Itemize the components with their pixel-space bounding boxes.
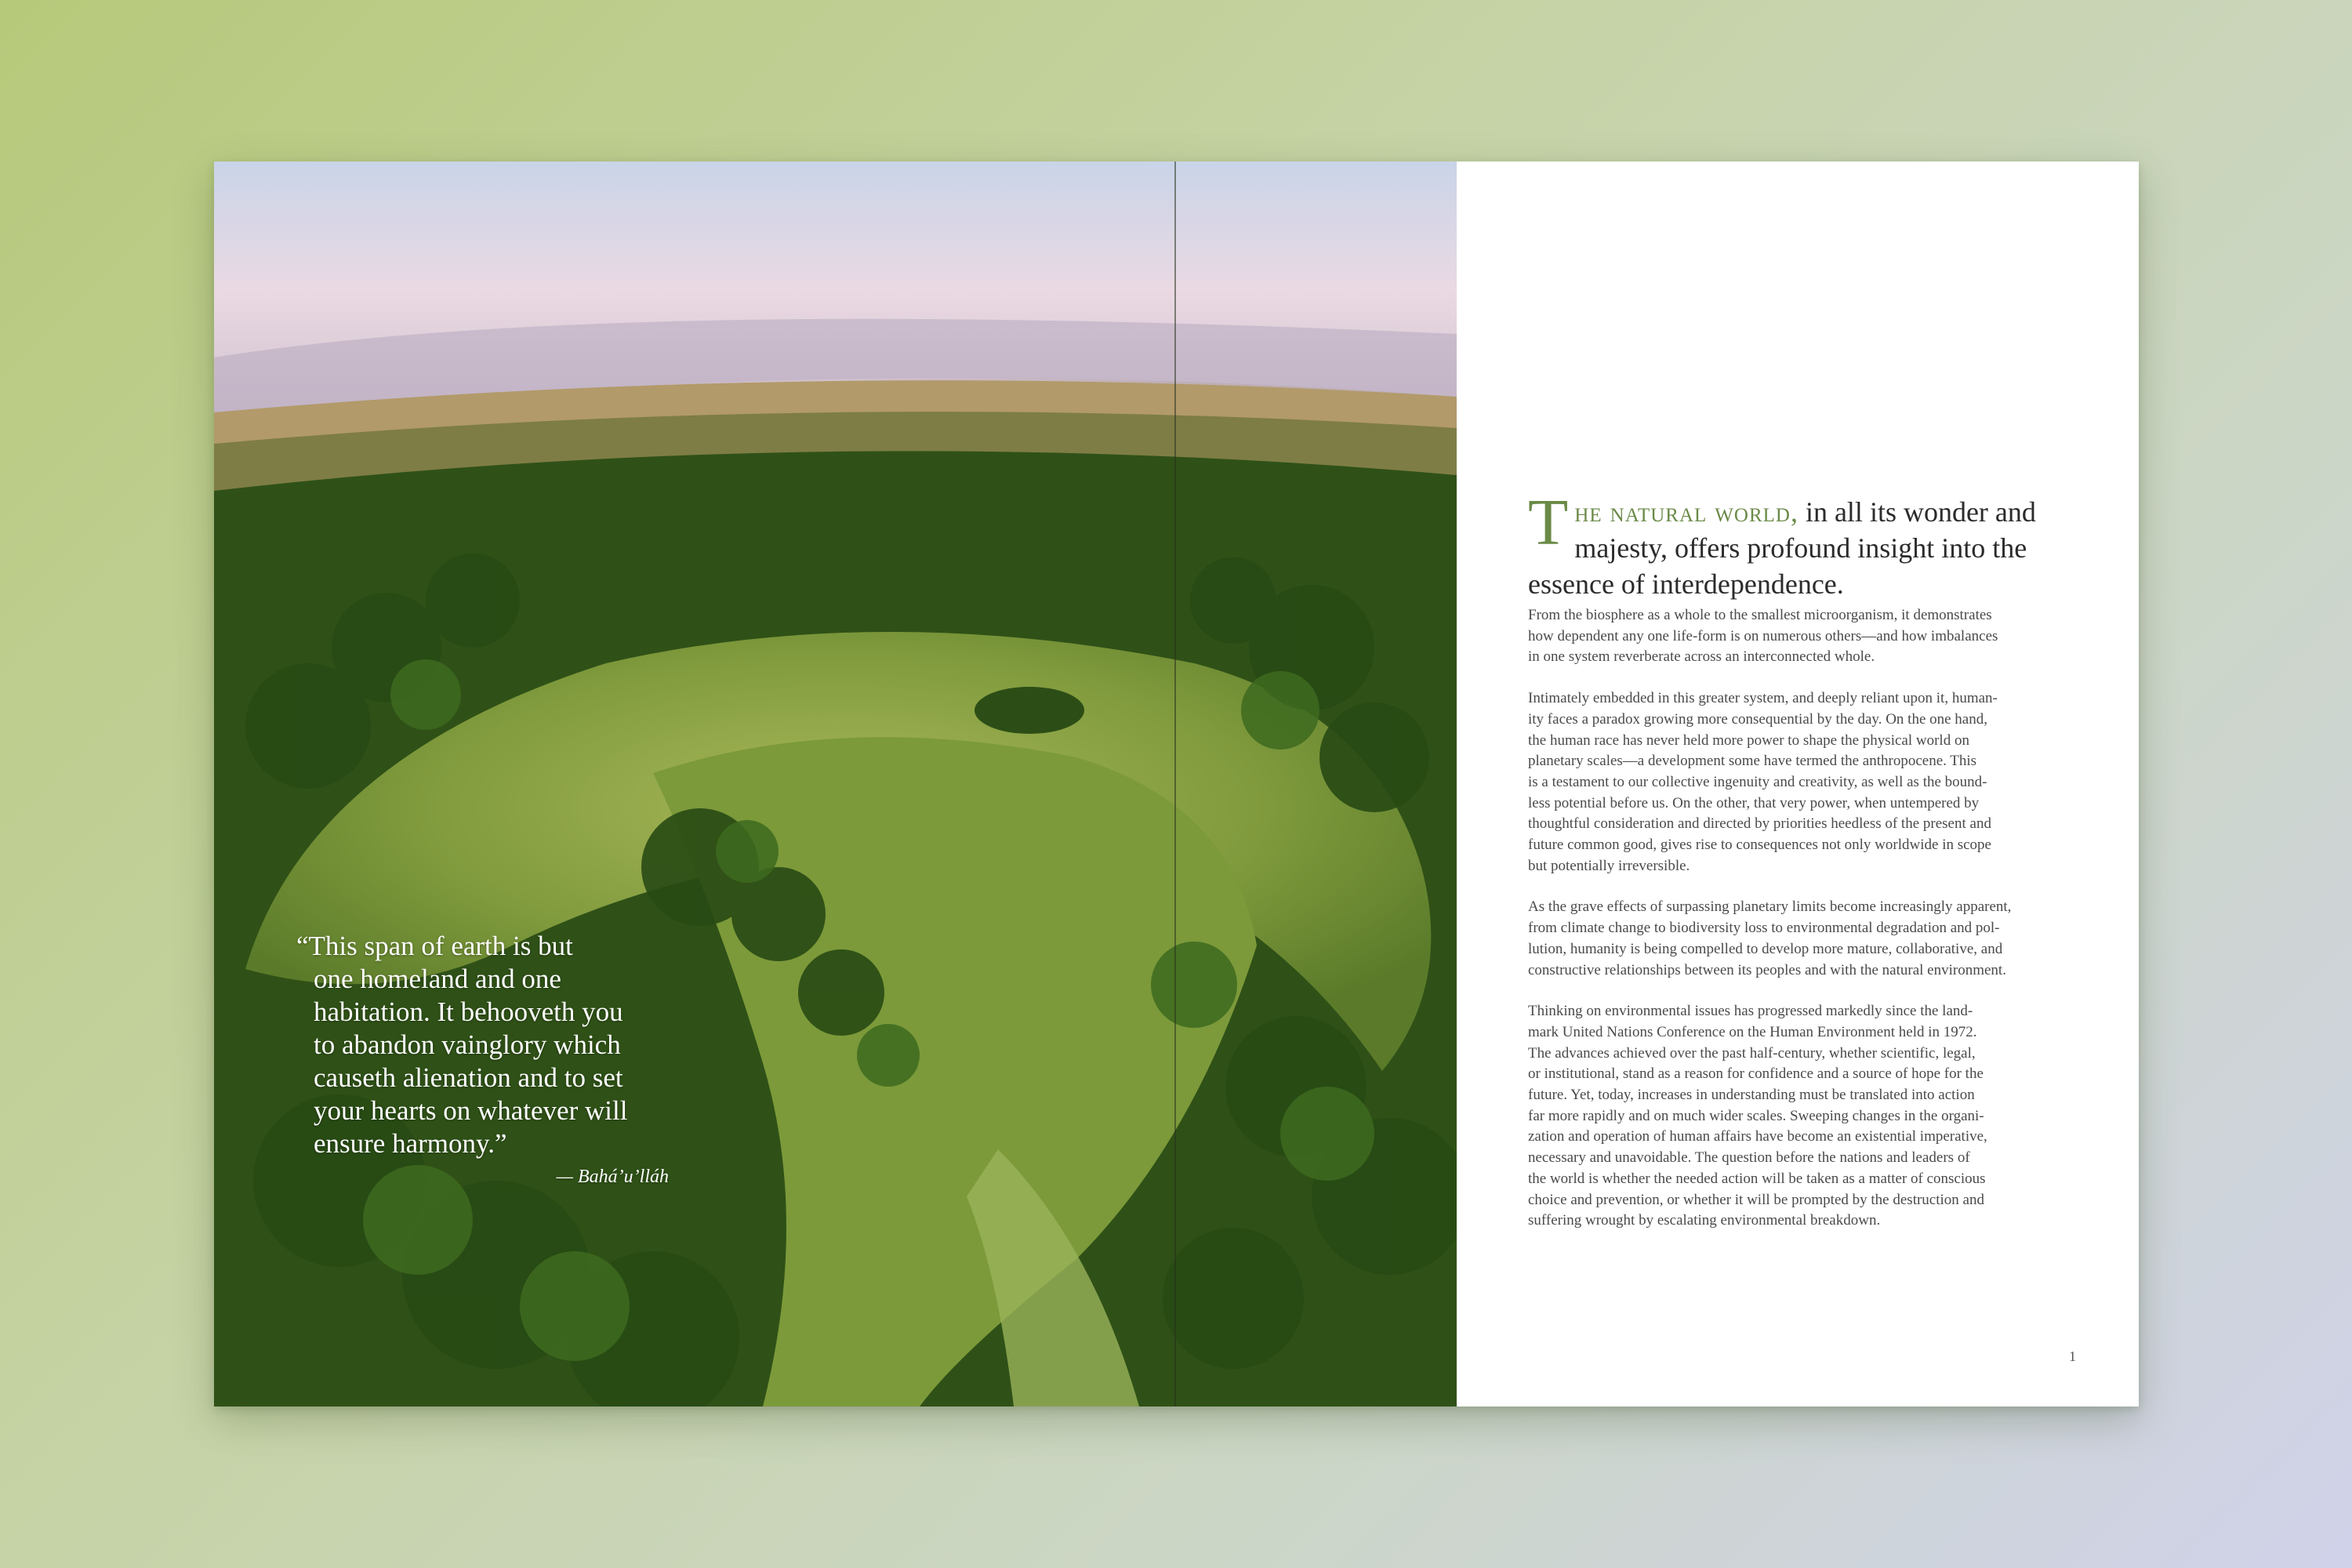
quote-text: “This span of earth is but one homeland and one habitation. It behooveth you to abandon vainglory which causeth alienation and to set your hearts on whatever will ensure harmony.” (296, 931, 628, 1159)
paragraph: Intimately embedded in this greater system, and deeply reliant upon it, human- ity faces a paradox growing more consequential by the day. On the one hand, the human race has never held more power to shape the physical world on planetary scales—a development some have termed the anthropocene. This is a testament to our collective ingenuity and creativity, as well as the bound- less potential before us. On the other, that very power, when untempered by thoughtful consideration and directed by priorities heedless of the present and future common good, gives rise to consequences not only worldwide in scope but potentially irreversible. (1528, 690, 1998, 874)
heading-rest: in all its wonder and majesty, offers profound insight into the essence of interdependence. (1528, 496, 2036, 600)
aerial-forest-illustration (214, 162, 1457, 1406)
section-heading (1528, 486, 2085, 602)
heading-small-caps: he natural world, (1574, 496, 1798, 528)
magazine-spread (214, 162, 2139, 1406)
paragraph: As the grave effects of surpassing planetary limits become increasingly apparent, from climate change to biodiversity loss to environmental degradation and pol- lution, humanity is being compelled to develop more mature, collaborative, and constructive relationships between its peoples and with the natural environment. (1528, 898, 2012, 978)
page-fold (1174, 162, 1176, 1406)
paragraph: Thinking on environmental issues has progressed markedly since the land- mark United Nations Conference on the Human Environment held in 1972. The advances achieved over the past half-century, whether scientific, legal, or institutional, stand as a reason for confidence and a source of hope for the future. Yet, today, increases in understanding must be translated into action far more rapidly and on much wider scales. Sweeping changes in the organi- zation and operation of human affairs have become an existential imperative, necessary and unavoidable. The question before the nations and leaders of the world is whether the needed action will be taken as a matter of conscious choice and prevention, or whether it will be prompted by the destruction and suffering wrought by escalating environmental breakdown. (1528, 1003, 1987, 1229)
aerial-forest-photo (214, 162, 1457, 1406)
pull-quote (296, 930, 673, 1189)
paragraph: From the biosphere as a whole to the smallest microorganism, it demonstrates how dependent any one life-form is on numerous others—and how imbalances in one system reverberate across an interconnected whole. (1528, 607, 1998, 666)
body-text (1528, 605, 2092, 1252)
drop-cap: T (1528, 486, 1569, 559)
page-number: 1 (2069, 1348, 2076, 1364)
text-page (1528, 162, 2092, 1406)
quote-attribution: — Bahá’u’lláh (556, 1167, 669, 1187)
